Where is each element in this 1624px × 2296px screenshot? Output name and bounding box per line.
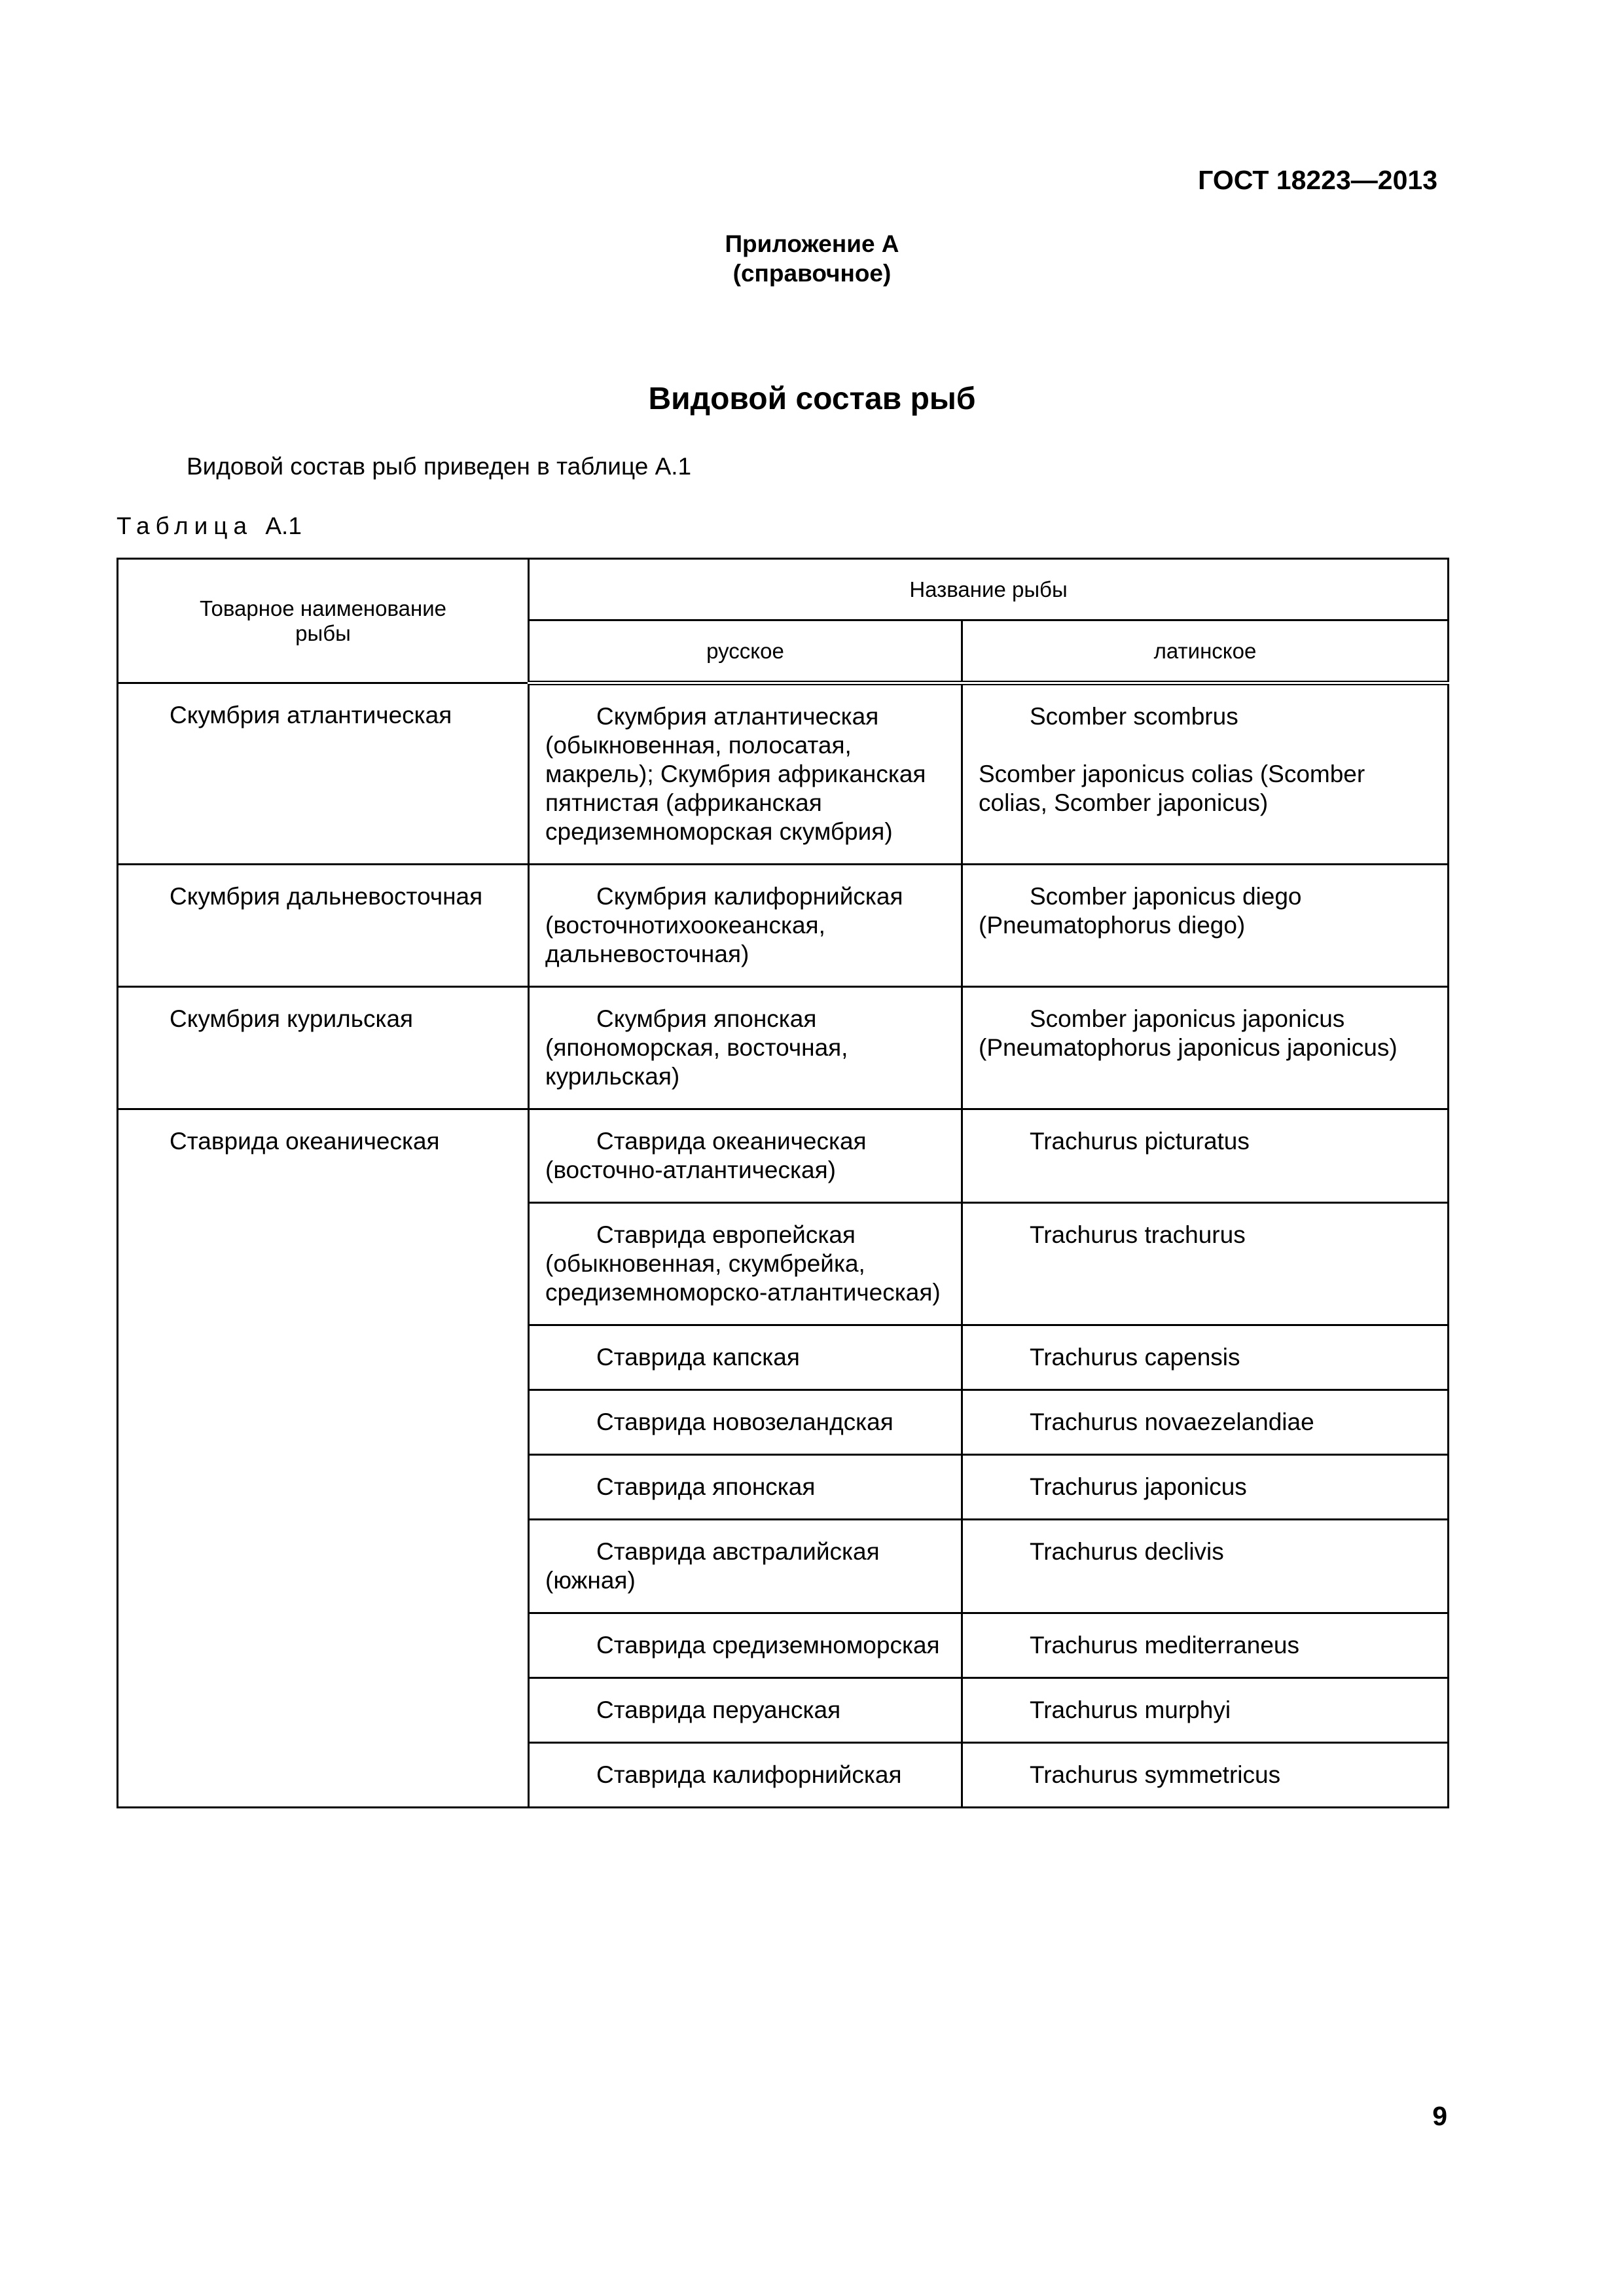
cell-russian-text: Ставрида новозеландская [596,1408,893,1435]
cell-latin [962,1109,1449,1203]
cell-russian-text: Ставрида европейская (обыкновенная, скумбрейка, средиземноморско-атлантическая) [545,1221,941,1306]
cell-latin [962,1203,1449,1325]
cell-latin [962,1455,1449,1520]
cell-latin-text: Trachurus capensis [1030,1344,1240,1371]
cell-russian-text: Скумбрия атлантическая (обыкновенная, полосатая, макрель); Скумбрия африканская пятнистая (африканская средиземноморская скумбрия) [545,703,926,845]
cell-russian-text: Ставрида калифорнийская [596,1761,902,1788]
table-row [118,865,1449,987]
annex-title: Приложение А [725,230,899,257]
header-latin: латинское [962,620,1449,683]
table-row [118,683,1449,865]
cell-russian-text: Ставрида австралийская (южная) [545,1538,880,1594]
table-row [118,987,1449,1109]
cell-trade-name [118,987,529,1109]
cell-russian [529,683,962,865]
cell-latin [962,1743,1449,1808]
cell-russian [529,1743,962,1808]
cell-russian [529,865,962,987]
cell-russian-text: Скумбрия японская (япономорская, восточная, курильская) [545,1005,848,1090]
fish-species-table [117,558,1449,1808]
cell-russian [529,1203,962,1325]
section-title: Видовой состав рыб [648,382,976,416]
cell-russian-text: Ставрида японская [596,1473,816,1500]
cell-trade-name-text: Скумбрия дальневосточная [170,883,483,910]
cell-trade-name-text: Скумбрия курильская [170,1005,414,1032]
cell-russian [529,1390,962,1455]
cell-latin-text: Trachurus japonicus [1030,1473,1247,1500]
table-caption-label: Таблица [117,512,253,539]
cell-latin-text: Scomber japonicus japonicus (Pneumatophorus japonicus japonicus) [979,1005,1398,1061]
cell-latin-text: Trachurus declivis [1030,1538,1224,1565]
table-caption [117,512,302,540]
cell-latin-text: Trachurus novaezelandiae [1030,1408,1314,1435]
cell-latin-text: Scomber japonicus diego (Pneumatophorus diego) [979,883,1302,939]
cell-latin [962,1325,1449,1390]
cell-russian [529,987,962,1109]
header-russian: русское [529,620,962,683]
cell-russian-text: Ставрида океаническая (восточно-атлантическая) [545,1128,867,1183]
table-body [118,683,1449,1808]
cell-russian-text: Ставрида перуанская [596,1696,841,1723]
cell-russian [529,1325,962,1390]
cell-latin [962,1520,1449,1613]
cell-latin [962,865,1449,987]
cell-russian-text: Ставрида средиземноморская [596,1632,940,1659]
table-caption-number: А.1 [265,512,302,539]
cell-russian-text: Скумбрия калифорнийская (восточнотихоокеанская, дальневосточная) [545,883,903,967]
table-row [118,1109,1449,1203]
cell-russian [529,1455,962,1520]
cell-latin [962,1613,1449,1678]
cell-russian [529,1109,962,1203]
cell-latin-text: Trachurus murphyi [1030,1696,1231,1723]
cell-latin [962,987,1449,1109]
cell-latin-text: Trachurus symmetricus [1030,1761,1281,1788]
annex-subtitle: (справочное) [732,260,892,287]
cell-russian [529,1613,962,1678]
header-trade-name: Товарное наименование рыбы [118,559,529,683]
intro-paragraph: Видовой состав рыб приведен в таблице А.1 [187,453,692,480]
cell-russian [529,1520,962,1613]
cell-russian [529,1678,962,1743]
cell-latin-text: Trachurus picturatus [1030,1128,1250,1155]
cell-latin [962,1390,1449,1455]
cell-trade-name [118,683,529,865]
standard-designation: ГОСТ 18223—2013 [1198,165,1437,195]
cell-russian-text: Ставрида капская [596,1344,800,1371]
cell-trade-name-text: Ставрида океаническая [170,1128,440,1155]
cell-trade-name [118,1109,529,1808]
annex-heading [0,229,1624,288]
cell-trade-name-text: Скумбрия атлантическая [170,702,452,728]
cell-latin [962,1678,1449,1743]
cell-latin-text: Trachurus trachurus [1030,1221,1246,1248]
page-number: 9 [1432,2101,1447,2131]
cell-latin-text: Scomber scombrus Scomber japonicus colias (Scomber colias, Scomber japonicus) [979,703,1365,816]
cell-trade-name [118,865,529,987]
header-fish-name: Название рыбы [529,559,1449,620]
cell-latin [962,683,1449,865]
cell-latin-text: Trachurus mediterraneus [1030,1632,1299,1659]
